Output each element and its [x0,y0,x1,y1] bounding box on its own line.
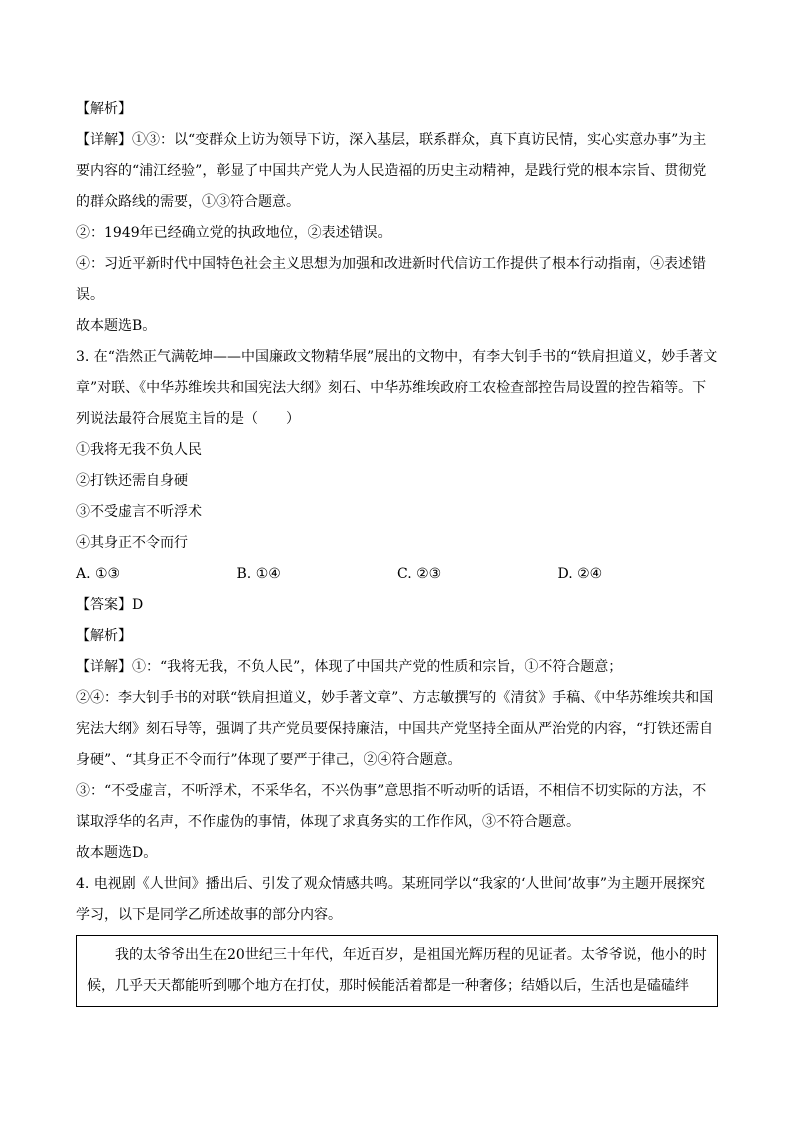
option-c: C. ②③ [397,566,442,582]
detail-1: 【详解】①：“我将无我，不负人民”，体现了中国共产党的性质和宗旨，①不符合题意； [76,659,623,675]
detail-paragraph: 【详解】①③：以“变群众上访为领导下访，深入基层，联系群众，真下真访民情，实心实意办事”为主要内容的“浦江经验”，彰显了中国共产党人为人民造福的历史主动精神，是践行党的根本宗旨、贯彻党的群众路线的需要，①③符合题意。 [76,132,707,210]
analysis-label: 【解析】 [76,101,132,117]
statement-4: ④其身正不令而行 [76,535,188,551]
story-text: 我的太爷爷出生在20世纪三十年代，年近百岁，是祖国光辉历程的见证者。太爷爷说，他小的时候，几乎天天都能听到哪个地方在打仗，那时候能活着都是一种奢侈；结婚以后，生活也是磕磕绊 [87,947,707,994]
option-a: A. ①③ [76,566,121,582]
conclusion: 故本题选B。 [76,318,157,334]
option-d: D. ②④ [557,566,603,582]
document-page [76,94,718,1007]
answer: 【答案】D [76,597,144,613]
statement-3: ③不受虚言不听浮术 [76,504,202,520]
question-3-stem: 3. 在“浩然正气满乾坤——中国廉政文物精华展”展出的文物中，有李大钊手书的“铁肩担道义，妙手著文章”对联、《中华苏维埃共和国宪法大纲》刻石、中华苏维埃政府工农检查部控告局设置的控告箱等。下列说法最符合展览主旨的是（ ） [76,349,718,427]
conclusion-2: 故本题选D。 [76,845,158,861]
statement-1: ①我将无我不负人民 [76,442,202,458]
question-4-stem: 4. 电视剧《人世间》播出后、引发了观众情感共鸣。某班同学以“我家的‘人世间’故事”为主题开展探究学习，以下是同学乙所述故事的部分内容。 [76,876,706,923]
detail-2: ②④：李大钊手书的对联“铁肩担道义，妙手著文章”、方志敏撰写的《清贫》手稿、《中华苏维埃共和国宪法大纲》刻石导等，强调了共产党员要保持廉洁，中国共产党坚持全面从严治党的内容，“打铁还需自身硬”、“其身正不令而行”体现了要严于律己，②④符合题意。 [76,690,714,768]
answer-options [76,559,718,590]
analysis-label-2: 【解析】 [76,628,132,644]
option-b: B. ①④ [236,566,281,582]
story-box [76,935,718,1007]
statement-2: ②打铁还需自身硬 [76,473,188,489]
detail-item-4: ④：习近平新时代中国特色社会主义思想为加强和改进新时代信访工作提供了根本行动指南，④表述错误。 [76,256,706,303]
detail-3: ③：“不受虚言，不听浮术，不采华名，不兴伪事”意思指不听动听的话语，不相信不切实际的方法，不谋取浮华的名声，不作虚伪的事情，体现了求真务实的工作作风，③不符合题意。 [76,783,707,830]
detail-item-2: ②：1949年已经确立党的执政地位，②表述错误。 [76,225,392,241]
